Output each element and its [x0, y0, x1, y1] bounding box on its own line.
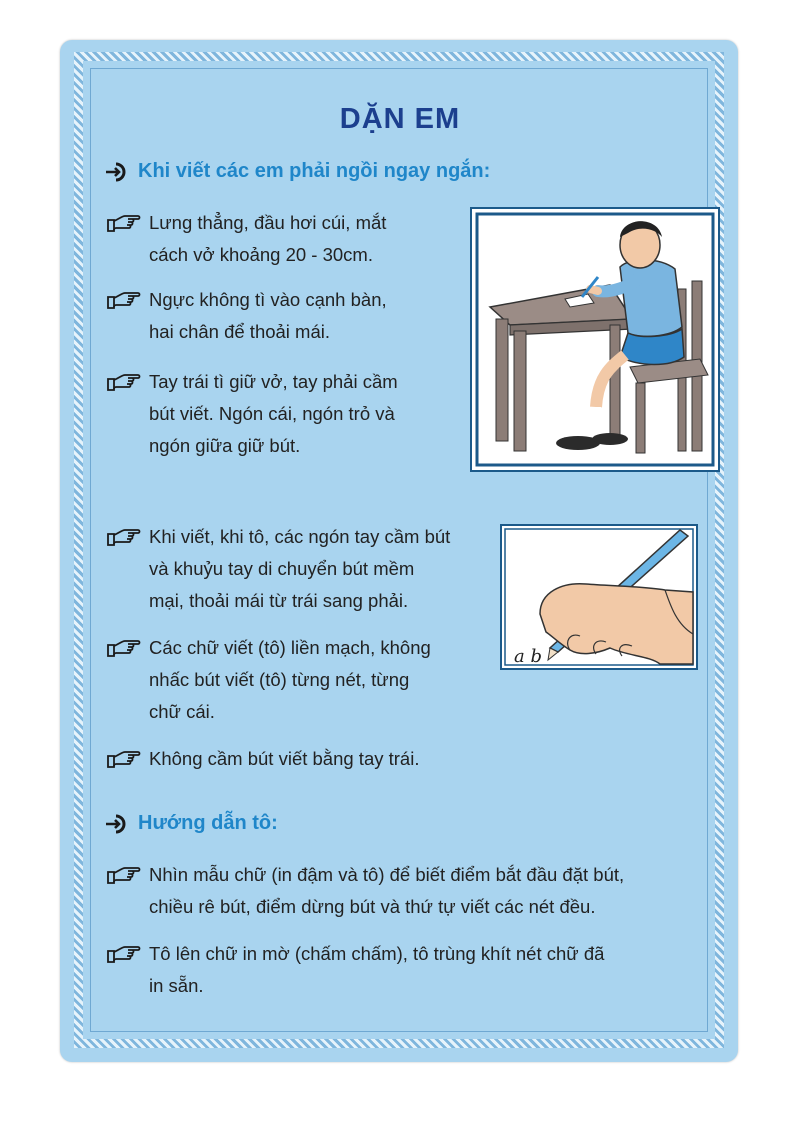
arrow-icon	[104, 813, 128, 835]
item-line: in sẵn.	[149, 975, 204, 996]
list-item	[107, 859, 697, 923]
list-item	[107, 632, 480, 728]
pointing-hand-icon	[107, 864, 141, 886]
item-line: Nhìn mẫu chữ (in đậm và tô) để biết điểm bắt đầu đặt bút,	[149, 864, 625, 885]
item-line: nhấc bút viết (tô) từng nét, từng	[149, 669, 410, 690]
item-line: chiều rê bút, điểm dừng bút và thứ tự viết các nét đều.	[149, 896, 596, 917]
item-line: bút viết. Ngón cái, ngón trỏ và	[149, 403, 395, 424]
pointing-hand-icon	[107, 748, 141, 770]
pointing-hand-icon	[107, 289, 141, 311]
item-line: hai chân để thoải mái.	[149, 321, 331, 342]
pointing-hand-icon	[107, 212, 141, 234]
item-line: mại, thoải mái từ trái sang phải.	[149, 590, 409, 611]
pointing-hand-icon	[107, 371, 141, 393]
pointing-hand-icon	[107, 943, 141, 965]
hand-writing-illustration	[500, 524, 698, 670]
child-sitting-illustration	[470, 207, 720, 472]
list-item	[107, 366, 457, 462]
item-line: Các chữ viết (tô) liền mạch, không	[149, 637, 431, 658]
item-line: Lưng thẳng, đầu hơi cúi, mắt	[149, 212, 387, 233]
list-item	[107, 938, 697, 1002]
section-heading-sitting	[104, 160, 490, 183]
list-item	[107, 743, 480, 775]
item-line: Khi viết, khi tô, các ngón tay cầm bút	[149, 526, 451, 547]
page-title: DẶN EM	[339, 103, 461, 135]
item-line: ngón giữa giữ bút.	[149, 435, 301, 456]
item-line: cách vở khoảng 20 - 30cm.	[149, 244, 373, 265]
list-item	[107, 207, 447, 271]
item-line: và khuỷu tay di chuyển bút mềm	[149, 558, 415, 579]
arrow-icon	[104, 161, 128, 183]
list-item	[107, 284, 447, 348]
item-line: Không cầm bút viết bằng tay trái.	[149, 748, 420, 769]
list-item	[107, 521, 480, 617]
section-heading-label: Hướng dẫn tô:	[138, 812, 278, 834]
item-line: Tay trái tì giữ vở, tay phải cầm	[149, 371, 398, 392]
pointing-hand-icon	[107, 637, 141, 659]
item-line: chữ cái.	[149, 701, 215, 722]
item-line: Ngực không tì vào cạnh bàn,	[149, 289, 387, 310]
writing-sample-letters: a b	[514, 646, 542, 667]
pointing-hand-icon	[107, 526, 141, 548]
section-heading-tracing	[104, 812, 278, 835]
item-line: Tô lên chữ in mờ (chấm chấm), tô trùng khít nét chữ đã	[149, 943, 605, 964]
section-heading-label: Khi viết các em phải ngồi ngay ngắn:	[138, 160, 491, 182]
